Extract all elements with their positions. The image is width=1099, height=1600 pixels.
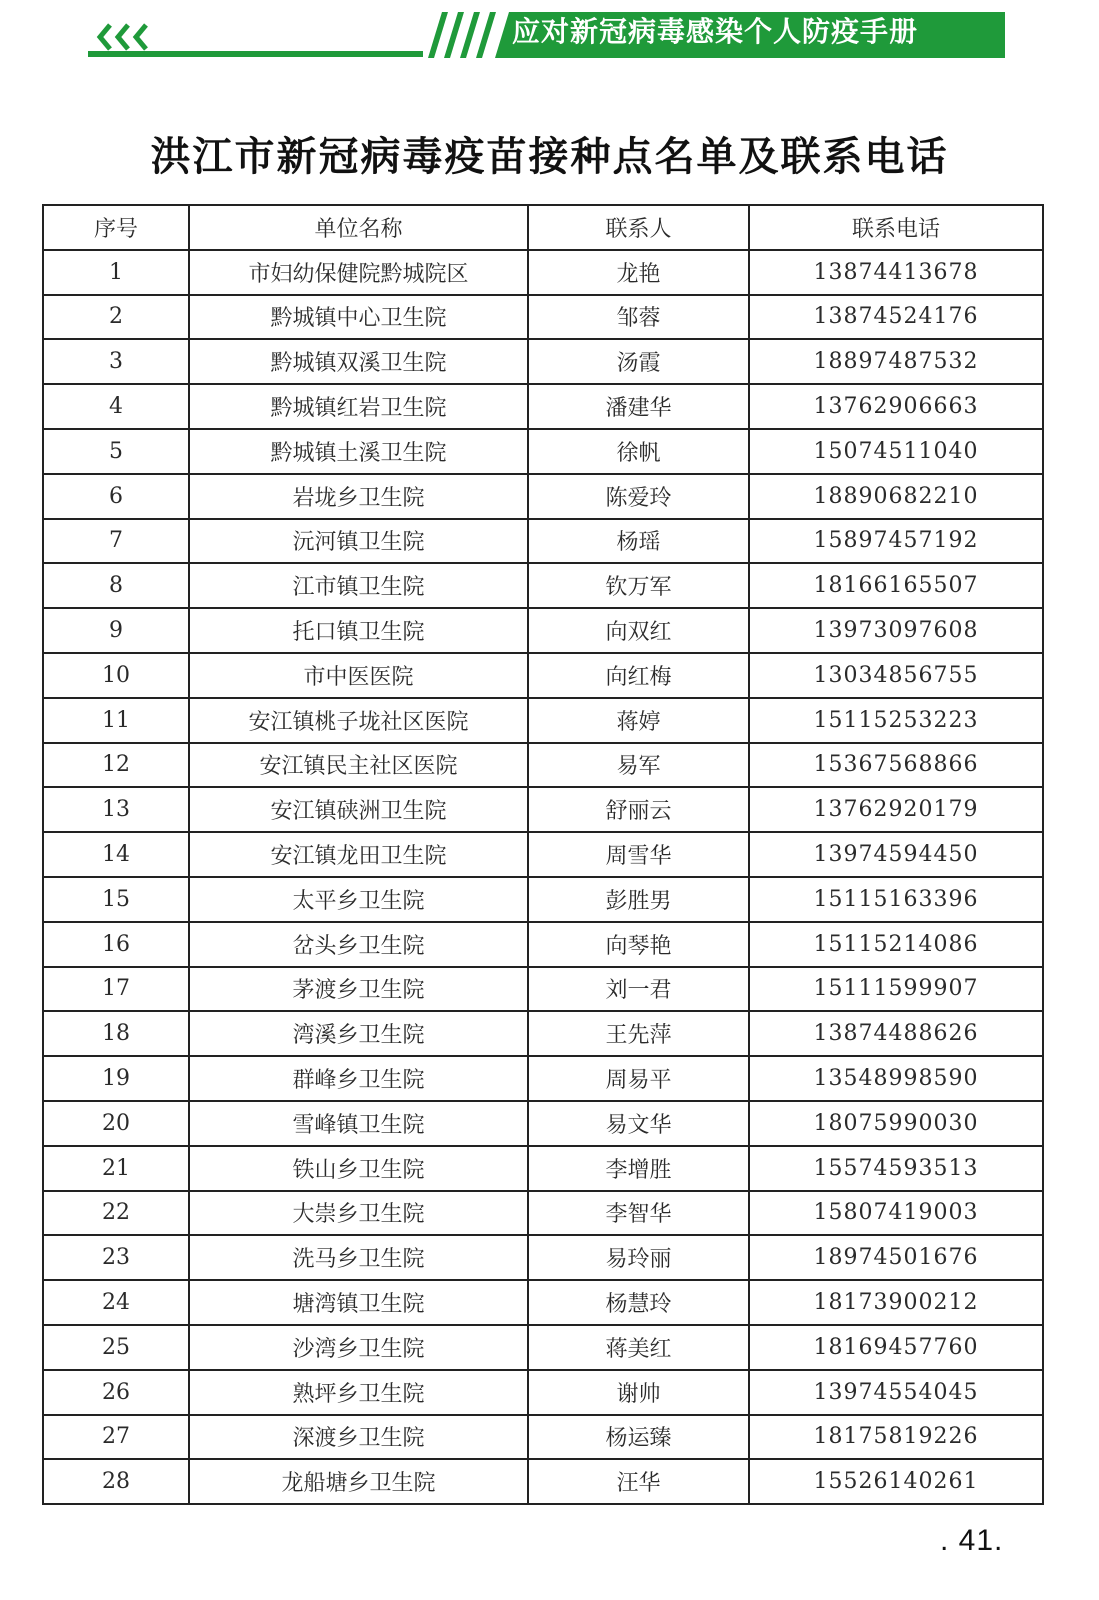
table-row bbox=[43, 519, 1043, 564]
cell-contact-person: 蒋美红 bbox=[528, 1325, 749, 1370]
cell-phone: 13034856755 bbox=[749, 653, 1043, 698]
cell-contact-person: 向琴艳 bbox=[528, 922, 749, 967]
cell-contact-person: 周雪华 bbox=[528, 832, 749, 877]
cell-unit-name: 黔城镇中心卫生院 bbox=[189, 295, 528, 340]
page-title: 洪江市新冠病毒疫苗接种点名单及联系电话 bbox=[150, 134, 949, 180]
cell-unit-name: 岔头乡卫生院 bbox=[189, 922, 528, 967]
cell-phone: 13874488626 bbox=[749, 1011, 1043, 1056]
cell-phone: 15367568866 bbox=[749, 743, 1043, 788]
cell-unit-name: 安江镇硖洲卫生院 bbox=[189, 787, 528, 832]
cell-index: 28 bbox=[43, 1459, 189, 1504]
cell-contact-person: 邹蓉 bbox=[528, 295, 749, 340]
cell-unit-name: 茅渡乡卫生院 bbox=[189, 967, 528, 1012]
column-header-phone: 联系电话 bbox=[749, 205, 1043, 250]
cell-unit-name: 安江镇龙田卫生院 bbox=[189, 832, 528, 877]
cell-contact-person: 杨运臻 bbox=[528, 1415, 749, 1460]
table-row bbox=[43, 1415, 1043, 1460]
table-row bbox=[43, 250, 1043, 295]
cell-contact-person: 易军 bbox=[528, 743, 749, 788]
cell-phone: 13762906663 bbox=[749, 384, 1043, 429]
cell-contact-person: 钦万军 bbox=[528, 563, 749, 608]
cell-contact-person: 易文华 bbox=[528, 1101, 749, 1146]
cell-unit-name: 黔城镇土溪卫生院 bbox=[189, 429, 528, 474]
cell-index: 24 bbox=[43, 1280, 189, 1325]
cell-index: 8 bbox=[43, 563, 189, 608]
table-row bbox=[43, 474, 1043, 519]
cell-unit-name: 沅河镇卫生院 bbox=[189, 519, 528, 564]
table-row bbox=[43, 922, 1043, 967]
cell-index: 20 bbox=[43, 1101, 189, 1146]
cell-contact-person: 向双红 bbox=[528, 608, 749, 653]
cell-index: 18 bbox=[43, 1011, 189, 1056]
cell-index: 23 bbox=[43, 1235, 189, 1280]
cell-unit-name: 铁山乡卫生院 bbox=[189, 1146, 528, 1191]
cell-phone: 13548998590 bbox=[749, 1056, 1043, 1101]
cell-index: 3 bbox=[43, 339, 189, 384]
cell-phone: 15574593513 bbox=[749, 1146, 1043, 1191]
cell-unit-name: 岩垅乡卫生院 bbox=[189, 474, 528, 519]
chevrons-left-icon bbox=[96, 22, 156, 52]
table-row bbox=[43, 1011, 1043, 1056]
table-row bbox=[43, 563, 1043, 608]
table-row bbox=[43, 1056, 1043, 1101]
cell-contact-person: 汤霞 bbox=[528, 339, 749, 384]
table-header-row bbox=[43, 205, 1043, 250]
cell-contact-person: 杨瑶 bbox=[528, 519, 749, 564]
header-rule bbox=[88, 51, 423, 57]
cell-index: 12 bbox=[43, 743, 189, 788]
cell-phone: 18890682210 bbox=[749, 474, 1043, 519]
table-row bbox=[43, 832, 1043, 877]
table-row bbox=[43, 339, 1043, 384]
column-header-unit: 单位名称 bbox=[189, 205, 528, 250]
table-row bbox=[43, 1235, 1043, 1280]
vaccination-sites-table bbox=[42, 204, 1044, 1505]
cell-index: 16 bbox=[43, 922, 189, 967]
cell-phone: 15526140261 bbox=[749, 1459, 1043, 1504]
cell-contact-person: 王先萍 bbox=[528, 1011, 749, 1056]
cell-contact-person: 谢帅 bbox=[528, 1370, 749, 1415]
cell-unit-name: 市中医医院 bbox=[189, 653, 528, 698]
cell-phone: 13974554045 bbox=[749, 1370, 1043, 1415]
cell-index: 2 bbox=[43, 295, 189, 340]
cell-phone: 15074511040 bbox=[749, 429, 1043, 474]
cell-contact-person: 徐帆 bbox=[528, 429, 749, 474]
column-header-index: 序号 bbox=[43, 205, 189, 250]
cell-unit-name: 塘湾镇卫生院 bbox=[189, 1280, 528, 1325]
cell-index: 22 bbox=[43, 1191, 189, 1236]
cell-index: 14 bbox=[43, 832, 189, 877]
cell-contact-person: 龙艳 bbox=[528, 250, 749, 295]
cell-phone: 13874524176 bbox=[749, 295, 1043, 340]
cell-unit-name: 江市镇卫生院 bbox=[189, 563, 528, 608]
cell-phone: 18075990030 bbox=[749, 1101, 1043, 1146]
table-row bbox=[43, 429, 1043, 474]
cell-unit-name: 黔城镇红岩卫生院 bbox=[189, 384, 528, 429]
cell-phone: 18175819226 bbox=[749, 1415, 1043, 1460]
table-row bbox=[43, 1280, 1043, 1325]
cell-index: 19 bbox=[43, 1056, 189, 1101]
cell-unit-name: 洗马乡卫生院 bbox=[189, 1235, 528, 1280]
cell-contact-person: 舒丽云 bbox=[528, 787, 749, 832]
banner-title: 应对新冠病毒感染个人防疫手册 bbox=[512, 15, 919, 48]
cell-unit-name: 安江镇民主社区医院 bbox=[189, 743, 528, 788]
table-row bbox=[43, 1325, 1043, 1370]
cell-contact-person: 李智华 bbox=[528, 1191, 749, 1236]
cell-unit-name: 湾溪乡卫生院 bbox=[189, 1011, 528, 1056]
table-row bbox=[43, 384, 1043, 429]
cell-index: 26 bbox=[43, 1370, 189, 1415]
cell-unit-name: 深渡乡卫生院 bbox=[189, 1415, 528, 1460]
cell-index: 1 bbox=[43, 250, 189, 295]
cell-unit-name: 龙船塘乡卫生院 bbox=[189, 1459, 528, 1504]
cell-index: 17 bbox=[43, 967, 189, 1012]
table-row bbox=[43, 608, 1043, 653]
cell-unit-name: 市妇幼保健院黔城院区 bbox=[189, 250, 528, 295]
table-body bbox=[43, 250, 1043, 1504]
column-header-contact: 联系人 bbox=[528, 205, 749, 250]
cell-unit-name: 群峰乡卫生院 bbox=[189, 1056, 528, 1101]
cell-contact-person: 蒋婷 bbox=[528, 698, 749, 743]
cell-phone: 18173900212 bbox=[749, 1280, 1043, 1325]
cell-unit-name: 雪峰镇卫生院 bbox=[189, 1101, 528, 1146]
cell-index: 7 bbox=[43, 519, 189, 564]
table-row bbox=[43, 1370, 1043, 1415]
table-row bbox=[43, 787, 1043, 832]
cell-phone: 18974501676 bbox=[749, 1235, 1043, 1280]
table-row bbox=[43, 1191, 1043, 1236]
table-row bbox=[43, 1101, 1043, 1146]
cell-phone: 15897457192 bbox=[749, 519, 1043, 564]
page-number: . 41. bbox=[940, 1524, 1004, 1557]
cell-phone: 13973097608 bbox=[749, 608, 1043, 653]
cell-contact-person: 向红梅 bbox=[528, 653, 749, 698]
cell-contact-person: 杨慧玲 bbox=[528, 1280, 749, 1325]
cell-index: 15 bbox=[43, 877, 189, 922]
cell-phone: 18897487532 bbox=[749, 339, 1043, 384]
cell-contact-person: 易玲丽 bbox=[528, 1235, 749, 1280]
cell-unit-name: 大崇乡卫生院 bbox=[189, 1191, 528, 1236]
cell-contact-person: 汪华 bbox=[528, 1459, 749, 1504]
cell-phone: 13874413678 bbox=[749, 250, 1043, 295]
cell-index: 10 bbox=[43, 653, 189, 698]
cell-contact-person: 潘建华 bbox=[528, 384, 749, 429]
cell-contact-person: 刘一君 bbox=[528, 967, 749, 1012]
cell-phone: 15115253223 bbox=[749, 698, 1043, 743]
cell-index: 5 bbox=[43, 429, 189, 474]
table-row bbox=[43, 877, 1043, 922]
table-row bbox=[43, 967, 1043, 1012]
cell-contact-person: 李增胜 bbox=[528, 1146, 749, 1191]
cell-phone: 13974594450 bbox=[749, 832, 1043, 877]
cell-index: 25 bbox=[43, 1325, 189, 1370]
cell-phone: 15807419003 bbox=[749, 1191, 1043, 1236]
cell-index: 4 bbox=[43, 384, 189, 429]
cell-unit-name: 太平乡卫生院 bbox=[189, 877, 528, 922]
cell-phone: 18166165507 bbox=[749, 563, 1043, 608]
cell-index: 9 bbox=[43, 608, 189, 653]
cell-index: 27 bbox=[43, 1415, 189, 1460]
cell-index: 21 bbox=[43, 1146, 189, 1191]
cell-phone: 15115163396 bbox=[749, 877, 1043, 922]
cell-phone: 18169457760 bbox=[749, 1325, 1043, 1370]
cell-contact-person: 周易平 bbox=[528, 1056, 749, 1101]
table-row bbox=[43, 1459, 1043, 1504]
cell-phone: 15115214086 bbox=[749, 922, 1043, 967]
cell-phone: 13762920179 bbox=[749, 787, 1043, 832]
cell-unit-name: 熟坪乡卫生院 bbox=[189, 1370, 528, 1415]
cell-index: 6 bbox=[43, 474, 189, 519]
cell-unit-name: 黔城镇双溪卫生院 bbox=[189, 339, 528, 384]
table-row bbox=[43, 698, 1043, 743]
table-row bbox=[43, 653, 1043, 698]
cell-unit-name: 托口镇卫生院 bbox=[189, 608, 528, 653]
cell-phone: 15111599907 bbox=[749, 967, 1043, 1012]
cell-contact-person: 彭胜男 bbox=[528, 877, 749, 922]
table-row bbox=[43, 1146, 1043, 1191]
cell-unit-name: 沙湾乡卫生院 bbox=[189, 1325, 528, 1370]
table-row bbox=[43, 295, 1043, 340]
cell-contact-person: 陈爱玲 bbox=[528, 474, 749, 519]
table-row bbox=[43, 743, 1043, 788]
cell-unit-name: 安江镇桃子垅社区医院 bbox=[189, 698, 528, 743]
cell-index: 11 bbox=[43, 698, 189, 743]
cell-index: 13 bbox=[43, 787, 189, 832]
page-header bbox=[0, 0, 1099, 70]
